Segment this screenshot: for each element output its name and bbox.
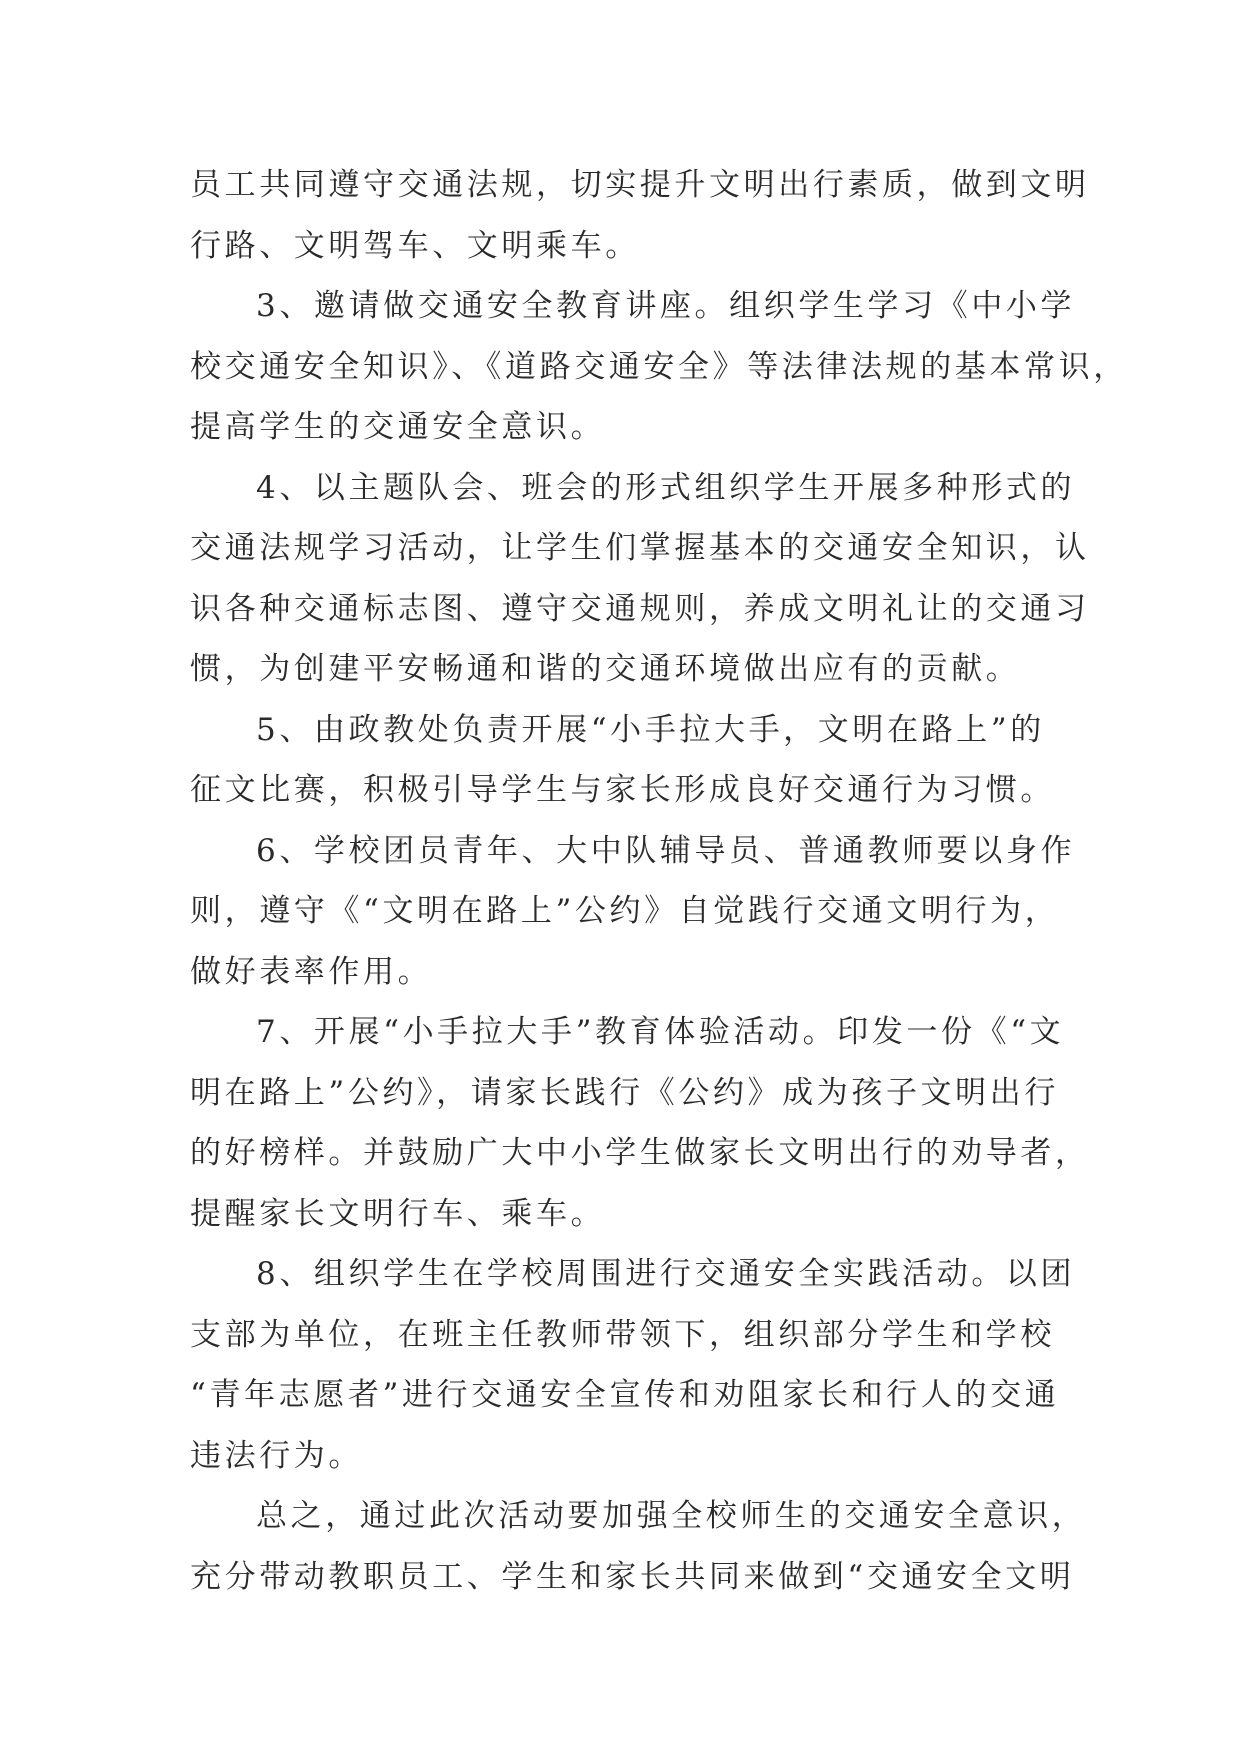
text-line: 提高学生的交通安全意识。 [190,409,606,445]
text-line: 校交通安全知识》、《道路交通安全》等法律法规的基本常识， [190,348,1128,385]
text-line: 行路、文明驾车、文明乘车。 [190,227,640,264]
document-body [190,155,1128,1607]
text-line: 支部为单位，在班主任教师带领下，组织部分学生和学校 [190,1316,1055,1353]
text-line: 做好表率作用。 [190,953,433,990]
text-line: 明在路上”公约》，请家长践行《公约》成为孩子文明出行 [190,1074,1059,1111]
text-line: “青年志愿者”进行交通安全宣传和劝阻家长和行人的交通 [190,1377,1060,1413]
text-line: 员工共同遵守交通法规，切实提升文明出行素质，做到文明 [190,167,1090,203]
text-line: 征文比赛，积极引导学生与家长形成良好交通行为习惯。 [190,772,1055,808]
text-line: 惯，为创建平安畅通和谐的交通环境做出应有的贡献。 [190,651,1021,687]
paragraph-start-line: 4、以主题队会、班会的形式组织学生开展多种形式的 [256,469,1076,506]
paragraph-start-line: 7、开展“小手拉大手”教育体验活动。印发一份《“文 [256,1014,1065,1050]
text-line: 交通法规学习活动，让学生们掌握基本的交通安全知识，认 [190,530,1090,566]
paragraph-start-line: 6、学校团员青年、大中队辅导员、普通教师要以身作 [256,832,1076,869]
paragraph-start-line: 3、邀请做交通安全教育讲座。组织学生学习《中小学 [256,288,1076,324]
paragraph-start-line: 总之，通过此次活动要加强全校师生的交通安全意识， [256,1498,1087,1534]
text-line: 充分带动教职员工、学生和家长共同来做到“交通安全文明 [190,1558,1075,1595]
text-line: 违法行为。 [190,1437,363,1474]
text-line: 的好榜样。并鼓励广大中小学生做家长文明出行的劝导者， [190,1135,1090,1171]
text-line: 则，遵守《“文明在路上”公约》自觉践行交通文明行为， [190,893,1060,929]
paragraph-start-line: 5、由政教处负责开展“小手拉大手，文明在路上”的 [256,711,1045,748]
paragraph-start-line: 8、组织学生在学校周围进行交通安全实践活动。以团 [256,1256,1076,1292]
text-line: 提醒家长文明行车、乘车。 [190,1195,606,1232]
text-line: 识各种交通标志图、遵守交通规则，养成文明礼让的交通习 [190,590,1090,627]
